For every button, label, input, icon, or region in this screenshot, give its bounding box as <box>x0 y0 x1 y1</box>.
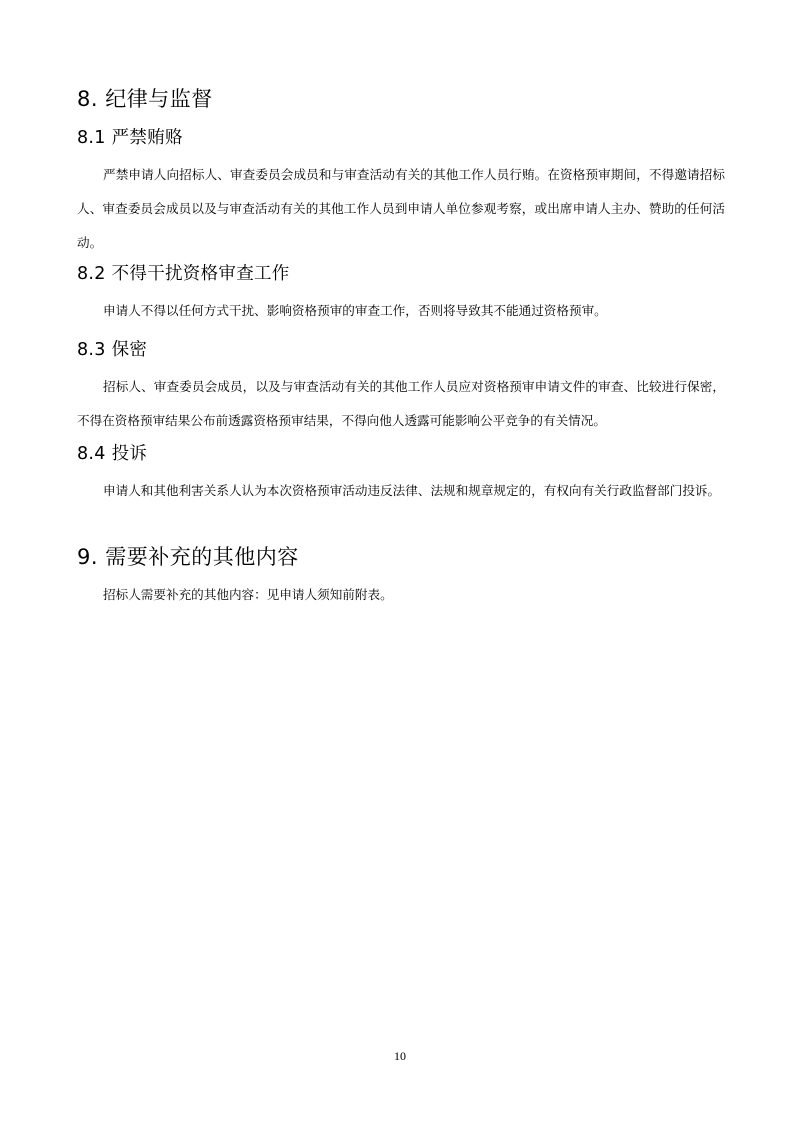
section-8-3-heading: 8.3 保密 <box>77 340 148 360</box>
section-8-4-heading: 8.4 投诉 <box>77 444 148 464</box>
section-8-4-paragraph: 申请人和其他利害关系人认为本次资格预审活动违反法律、法规和规章规定的，有权向有关行政监督部门投诉。 <box>103 483 721 498</box>
section-8-1-heading: 8.1 严禁贿赂 <box>77 128 183 148</box>
section-8-1-paragraph: 严禁申请人向招标人、审查委员会成员和与审查活动有关的其他工作人员行贿。在资格预审期间，不得邀请招标人、审查委员会成员以及与审查活动有关的其他工作人员到申请人单位参观考察，或出席申请人主办、赞助的任何活动。 <box>77 167 725 250</box>
section-8-2-paragraph: 申请人不得以任何方式干扰、影响资格预审的审查工作，否则将导致其不能通过资格预审。 <box>103 303 607 318</box>
page-number: 10 <box>394 1049 406 1063</box>
section-9-paragraph: 招标人需要补充的其他内容：见申请人须知前附表。 <box>103 587 393 602</box>
section-8-2-heading: 8.2 不得干扰资格审查工作 <box>77 264 290 284</box>
section-9-heading: 9. 需要补充的其他内容 <box>77 545 299 569</box>
section-8-heading: 8. 纪律与监督 <box>77 87 213 111</box>
section-8-3-paragraph: 招标人、审查委员会成员，以及与审查活动有关的其他工作人员应对资格预审申请文件的审查、比较进行保密，不得在资格预审结果公布前透露资格预审结果，不得向他人透露可能影响公平竞争的有关情况。 <box>77 379 725 428</box>
